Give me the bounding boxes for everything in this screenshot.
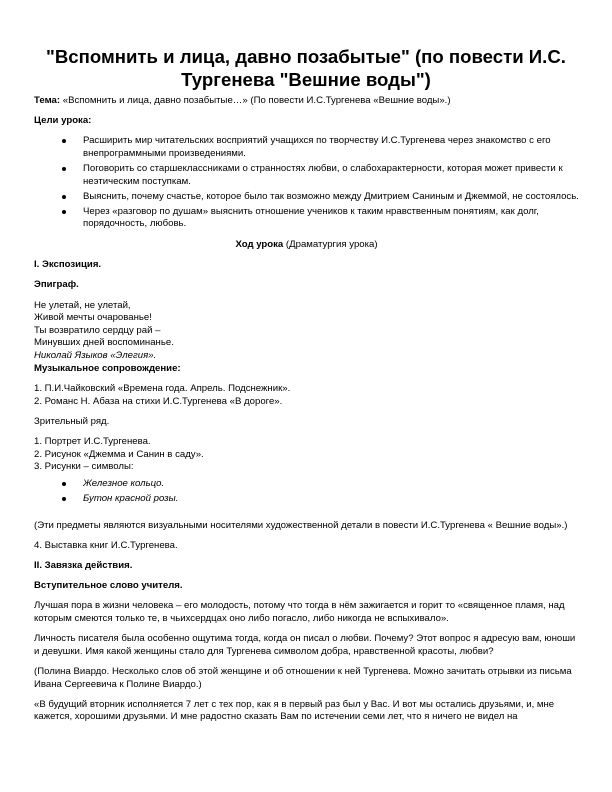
music-item: 2. Романс Н. Абаза на стихи И.С.Тургенева «В дороге». <box>34 395 283 407</box>
goal-item: Выяснить, почему счастье, которое было так возможно между Дмитрием Саниным и Джеммой, не состоялось. <box>83 190 579 202</box>
poem-line: Живой мечты очарованье! <box>34 312 152 324</box>
lesson-heading <box>34 239 579 252</box>
section2-heading: II. Завязка действия. <box>34 559 133 571</box>
goals-heading: Цели урока: <box>34 115 92 127</box>
topic-label: Тема: <box>34 95 61 106</box>
visual-item: 2. Рисунок «Джемма и Санин в саду». <box>34 448 204 460</box>
poem-line: Ты возвратило сердцу рай – <box>34 324 161 336</box>
goals-list <box>34 135 579 231</box>
books-exhibit: 4. Выставка книг И.С.Тургенева. <box>34 539 178 551</box>
visual-list <box>34 436 579 474</box>
symbols-list <box>34 478 579 506</box>
music-heading: Музыкальное сопровождение: <box>34 362 181 374</box>
poem-author: Николай Языков «Элегия». <box>34 349 157 361</box>
body-paragraph: (Полина Виардо. Несколько слов об этой женщине и об отношении к ней Тургенева. Можно зачитать отрывки из письма Ивана Сергеевича к Полине Виардо.) <box>34 665 572 690</box>
music-item: 1. П.И.Чайковский «Времена года. Апрель. Подснежник». <box>34 383 291 395</box>
epigraph-heading: Эпиграф. <box>34 279 79 291</box>
symbol-item: Железное кольцо. <box>83 478 579 491</box>
body-paragraph: «В будущий вторник исполняется 7 лет с тех пор, как я в первый раз был у Вас. И вот мы остались друзьями, и, мне кажется, хорошими друзьями. И мне радостно сказать Вам по истечении семи лет, что я ничего не видел на <box>34 698 555 723</box>
goal-item: Поговорить со старшеклассниками о странностях любви, о слабохарактерности, которая может привести к неэтическим поступкам. <box>83 163 579 188</box>
goal-item: Расширить мир читательских восприятий учащихся по творчеству И.С.Тургенева через знакомство с его внепрограммными произведениями. <box>83 135 579 160</box>
intro-heading: Вступительное слово учителя. <box>34 580 183 592</box>
body-paragraph: Лучшая пора в жизни человека – его молодость, потому что тогда в нём зажигается и горит то «священное пламя, над которым смеются только те, в чьихсердцах оно либо погасло, либо никогда не вспыхивало». <box>34 600 565 624</box>
visual-item: 3. Рисунки – символы: <box>34 461 134 473</box>
body-paragraph: Личность писателя была особенно ощутима тогда, когда он писал о любви. Почему? Этот вопрос я адресую вам, юноши и девушки. Имя какой женщины стало для Тургенева символом добра, нравственной красоты, любви? <box>34 633 576 657</box>
page-title: "Вспомнить и лица, давно позабытые" (по повести И.С. Тургенева "Вешние воды") <box>46 46 566 90</box>
visual-heading: Зрительный ряд. <box>34 415 110 427</box>
document-body <box>34 95 579 731</box>
lesson-heading-sub: (Драматургия урока) <box>283 239 378 251</box>
section1-heading: I. Экспозиция. <box>34 259 102 271</box>
topic-line <box>34 95 579 108</box>
goal-item: Через «разговор по душам» выяснить отношение учеников к таким нравственным понятиям, как долг, порядочность, любовь. <box>83 206 579 231</box>
epigraph-poem <box>34 300 579 376</box>
poem-line: Не улетай, не улетай, <box>34 299 131 311</box>
topic-text: «Вспомнить и лица, давно позабытые…» (По повести И.С.Тургенева «Вешние воды».) <box>60 95 451 106</box>
symbols-note: (Эти предметы являются визуальными носителями художественной детали в повести И.С.Тургенева « Вешние воды».) <box>34 519 568 531</box>
lesson-heading-main: Ход урока <box>235 239 284 251</box>
music-list <box>34 383 579 408</box>
visual-item: 1. Портрет И.С.Тургенева. <box>34 436 151 448</box>
symbol-item: Бутон красной розы. <box>83 493 579 506</box>
poem-line: Минувших дней воспоминанье. <box>34 337 174 349</box>
